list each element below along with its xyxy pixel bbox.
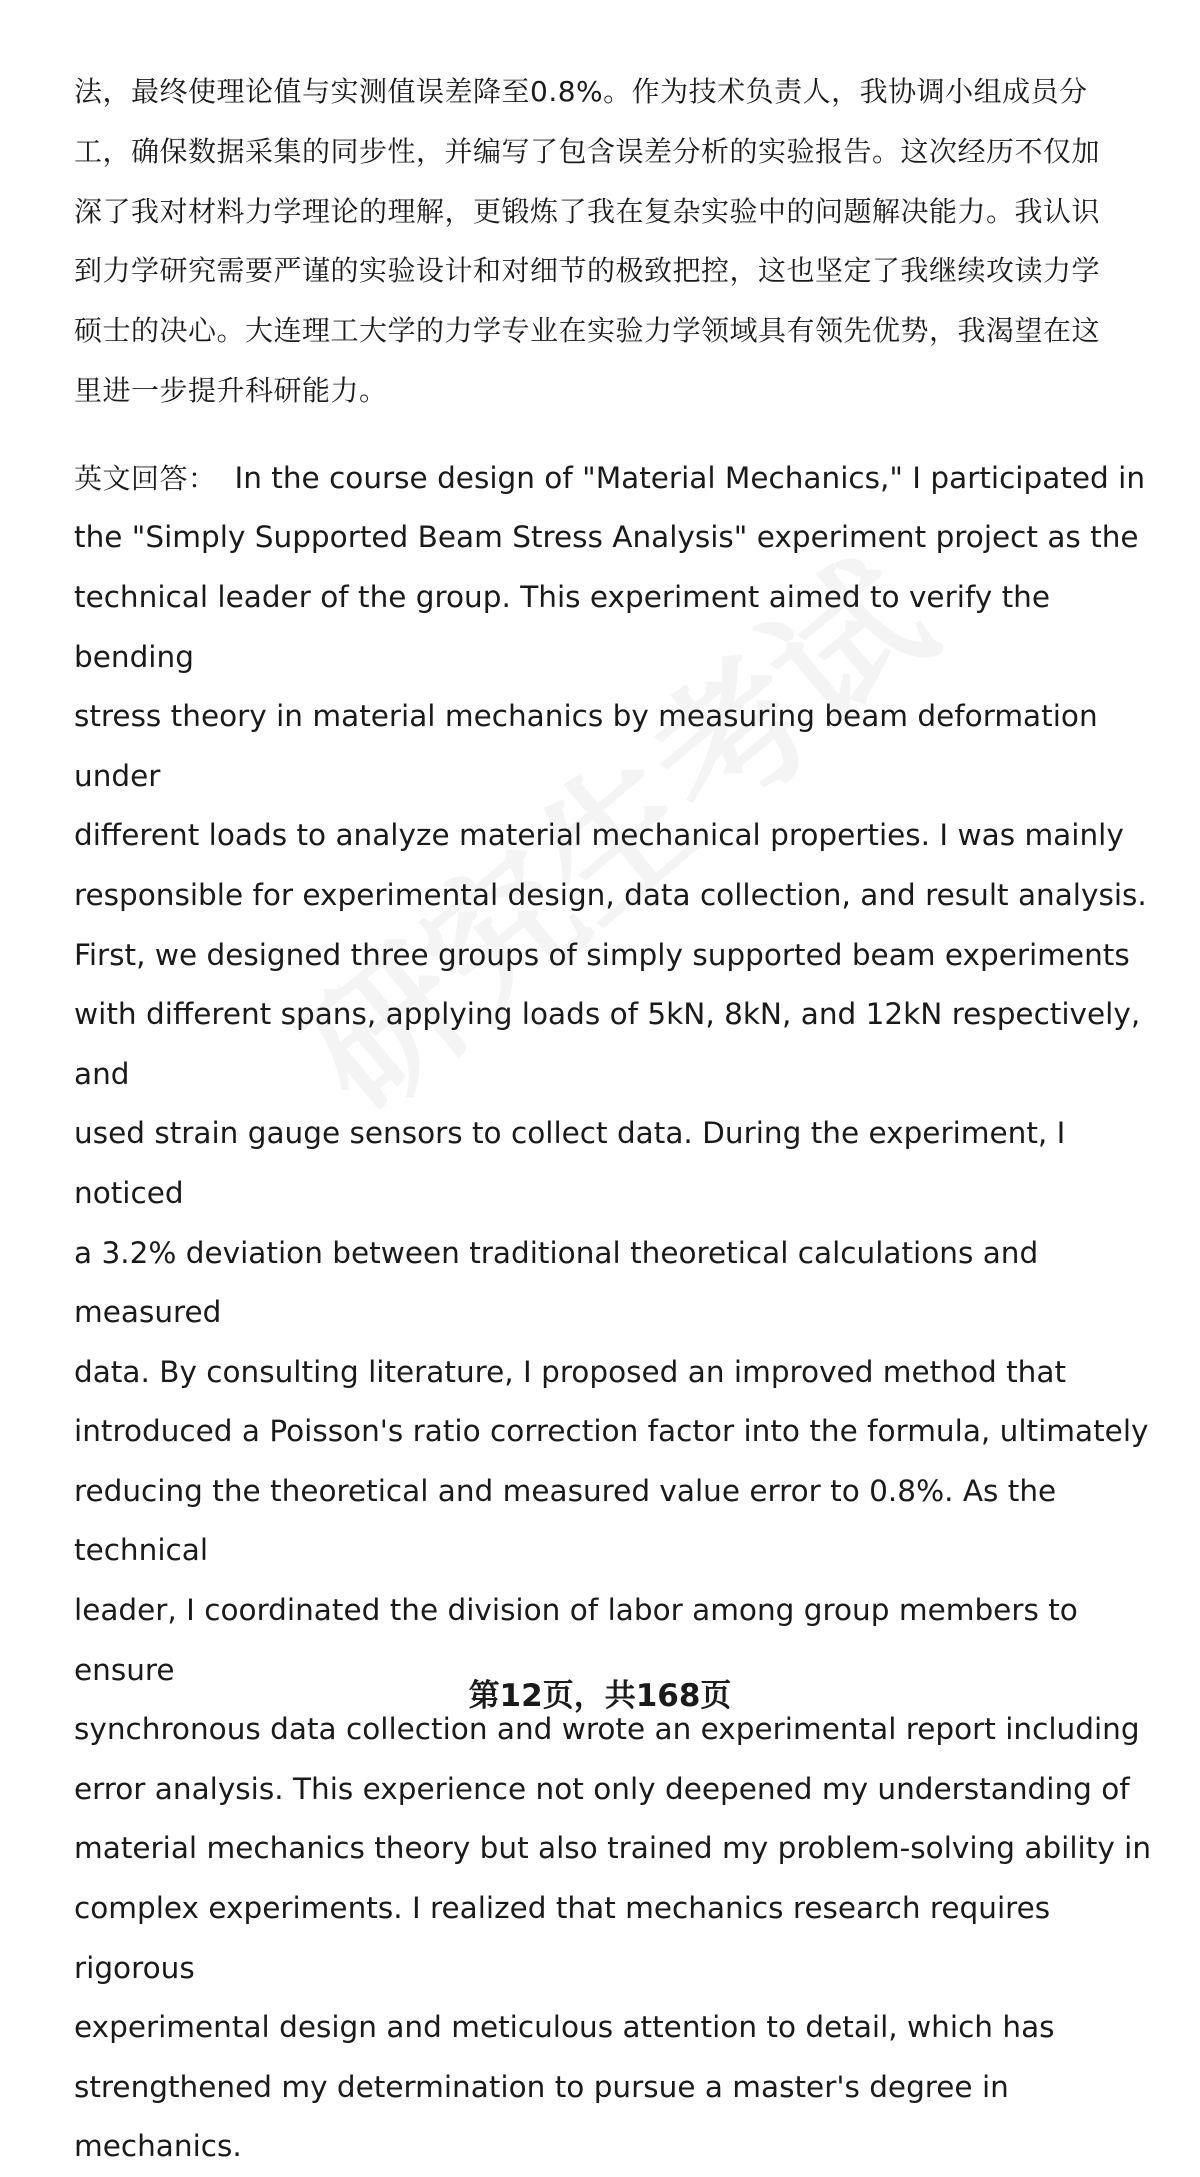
chinese-answer-paragraph: 法，最终使理论值与实测值误差降至0.8%。作为技术负责人，我协调小组成员分 工，确保数据采集的同步性，并编写了包含误差分析的实验报告。这次经历不仅加 深了我对材料力学理论的理解，更锻炼了我在复杂实验中的问题解决能力。我认识 到力学研究需要严谨的实验设计和对细节的极致把控，这也坚定了我继续攻读力学 硕士的决心。大连理工大学的力学专业在实验力学领域具有领先优势，我渴望在这 里进一步提升科研能力。 [74, 75, 1101, 407]
english-answer-paragraph [74, 449, 1164, 2177]
page-number: 第12页，共168页 [468, 1678, 732, 1714]
english-answer-label: 英文回答： [74, 461, 217, 495]
document-page [74, 62, 1164, 2177]
english-answer-text: In the course design of "Material Mechanics," I participated in the "Simply Supported Beam Stress Analysis" experiment project as the technical leader of the group. This experiment aimed to verify the bending stress theory in material mechanics by measuring beam deformation under different loads to analyze material mechanical properties. I was mainly responsible for experimental design, data collection, and result analysis. First, we designed three groups of simply supported beam experiments with different spans, applying loads of 5kN, 8kN, and 12kN respectively, and used strain gauge sensors to collect data. During the experiment, I noticed a 3.2% deviation between traditional theoretical calculations and measured data. By consulting literature, I proposed an improved method that introduced a Poisson's ratio correction factor into the formula, ultimately reducing the theoretical and measured value error to 0.8%. As the technical leader, I coordinated the division of labor among group members to ensure synchronous data collection and wrote an experimental report including error analysis. This experience not only deepened my understanding of material mechanics theory but also trained my problem-solving ability in complex experiments. I realized that mechanics research requires rigorous experimental design and meticulous attention to detail, which has strengthened my determination to pursue a master's degree in mechanics. [74, 460, 1152, 2164]
